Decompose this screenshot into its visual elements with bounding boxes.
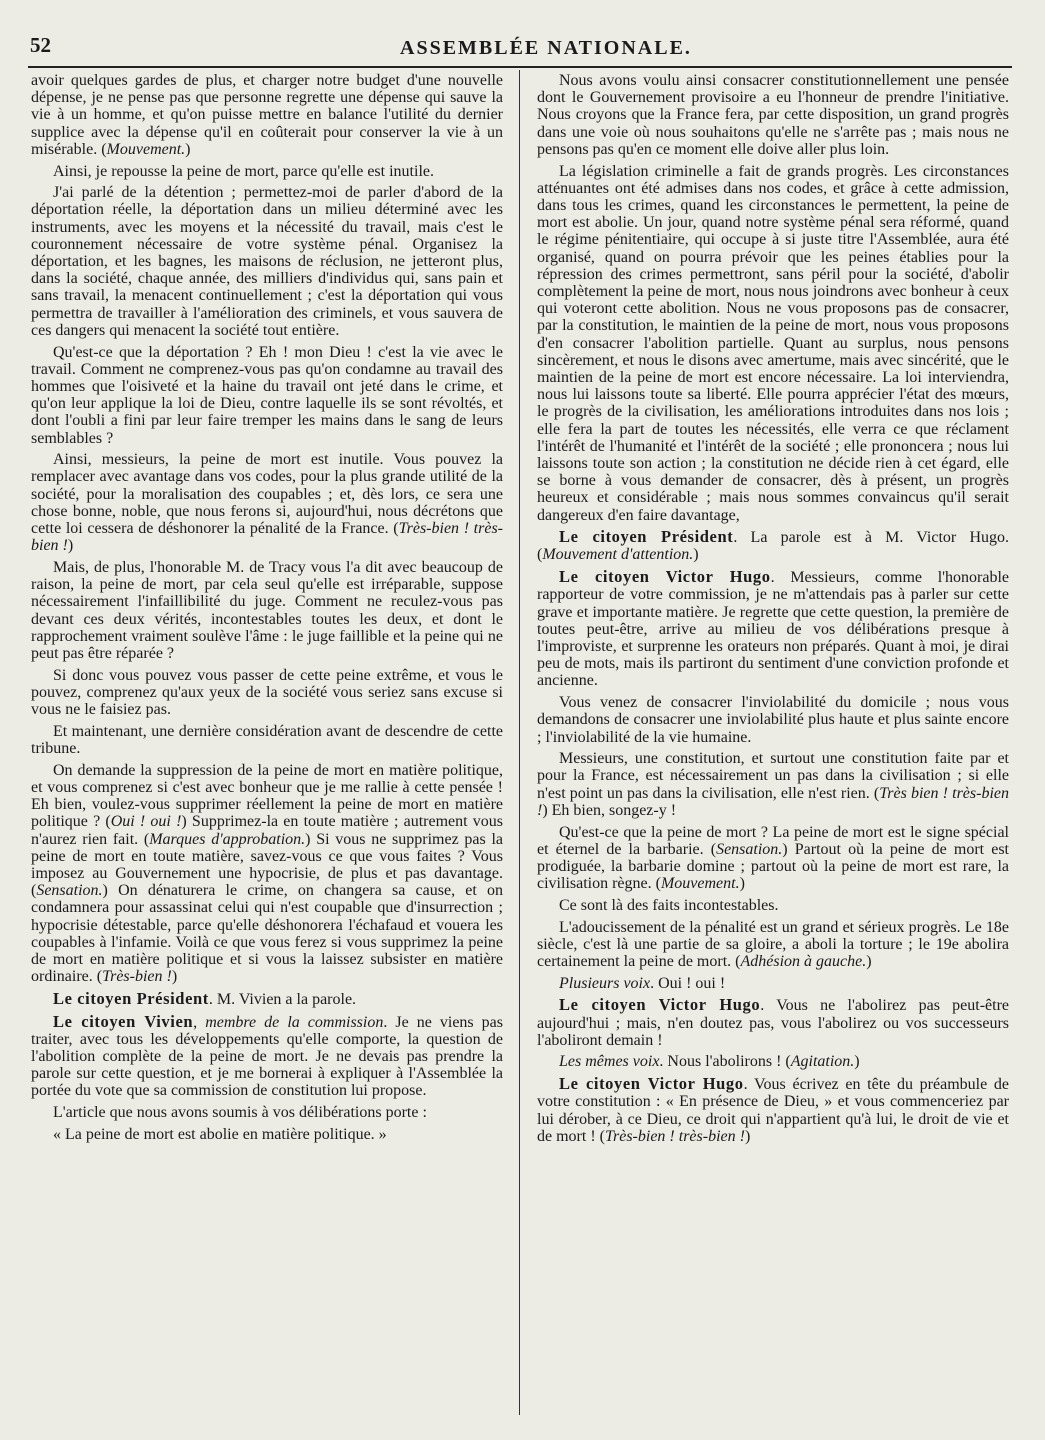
paragraph: Qu'est-ce que la déportation ? Eh ! mon Dieu ! c'est la vie avec le travail. Comment ne comprenez-vous pas qu'on condamne au travail des hommes que l'oisiveté et la haine du travail ont jeté dans le crime, et qu'on leur applique la loi de Dieu, contre laquelle ils se sont révoltés, et dont l'oubli a fini par leur faire tremper les mains dans le sang de leurs semblables ? <box>31 343 503 447</box>
page-number: 52 <box>30 33 51 57</box>
speaker-name: Le citoyen Président <box>53 988 209 1008</box>
paragraph: Ainsi, messieurs, la peine de mort est inutile. Vous pouvez la remplacer avec avantage dans vos codes, pour la plus grande utilité de la société, pour la moralisation des coupables ; et, dès lors, ce sera une chose bonne, noble, que nous ferons si, aujourd'hui, nous décrétons que cette loi cessera de déshonorer la pénalité de la France. (Très-bien ! très-bien !) <box>31 451 503 555</box>
paragraph: Et maintenant, une dernière considération avant de descendre de cette tribune. <box>31 722 503 758</box>
speaker-name: Le citoyen Victor Hugo <box>559 567 771 587</box>
left-column <box>31 72 503 1147</box>
paragraph: Mais, de plus, l'honorable M. de Tracy vous l'a dit avec beaucoup de raison, la peine de mort, par cela seul qu'elle est irréparable, suppose nécessairement l'infaillibilité du juge. Comment ne reculez-vous pas devant ces deux vérités, incontestables toutes les deux, et dont le rapprochement vraiment soulève l'âme : le juge faillible et la peine qui ne peut pas être réparée ? <box>31 558 503 662</box>
speaker-paragraph: Le citoyen Victor Hugo. Vous ne l'abolirez pas peut-être aujourd'hui ; mais, n'en doutez pas, vous l'abolirez ou vos successeurs l'aboliront demain ! <box>537 995 1010 1049</box>
paragraph: L'adoucissement de la pénalité est un grand et sérieux progrès. Le 18e siècle, c'est là une partie de sa gloire, a aboli la torture ; le 19e abolira certainement la peine de mort. (Adhésion à gauche.) <box>537 918 1009 970</box>
running-title: ASSEMBLÉE NATIONALE. <box>400 37 692 59</box>
header-rule <box>28 66 1012 68</box>
column-divider <box>519 70 520 1415</box>
speaker-name: Le citoyen Victor Hugo <box>559 1074 744 1094</box>
speaker-paragraph: Le citoyen Président. M. Vivien a la parole. <box>53 988 357 1008</box>
speaker-name: Le citoyen Président <box>559 527 734 547</box>
paragraph: Ainsi, je repousse la peine de mort, parce qu'elle est inutile. <box>53 162 434 180</box>
paragraph: La législation criminelle a fait de grands progrès. Les circonstances atténuantes ont été admises dans nos codes, et grâce à cette admission, dans tous les crimes, quand les circonstances le permettent, la peine de mort est abolie. Un jour, quand notre système pénal sera réformé, quand le régime pénitentiaire, qui occupe à si juste titre l'Assemblée, aura été organisé, quand on pourra prévoir que les peines établies pour la répression des crimes permettront, sans péril pour la société, d'abolir complètement la peine de mort, nous nous joindrons avec bonheur à ceux qui voteront cette abolition. Nous ne vous proposons pas de consacrer, par la constitution, le maintien de la peine de mort, nous vous proposons d'en consacrer l'abolition partielle. Quant au surplus, nous pensons sincèrement, et nous le disons avec amertume, mais avec sincérité, que le maintien de la peine de mort est encore nécessaire. La loi interviendra, nous lui laissons toute sa liberté. Elle pourra apprécier l'état des mœurs, le progrès de la civilisation, les améliorations introduites dans nos lois ; elle fera la part de toutes les nécessités, elle verra ce que réclament l'intérêt de l'humanité et l'intérêt de la société ; elle prononcera ; nous lui laissons toute son action ; la constitution ne décide rien à cet égard, elle se borne à vous demander de consacrer, dès à présent, un progrès heureux et considérable ; mais nous sommes convaincus qu'il serait dangereux d'en faire davantage, <box>537 162 1009 524</box>
speaker-paragraph: Le citoyen Victor Hugo. Messieurs, comme l'honorable rapporteur de votre commission, je ne m'attendais pas à parler sur cette grave et importante matière. Je regrette que cette question, la première de toutes peut-être, arrive au milieu de vos délibérations presque à l'improviste, et surprenne les orateurs non préparés. Quant à moi, je dirai peu de mots, mais ils partiront du sentiment d'une conviction profonde et ancienne. <box>537 567 1009 690</box>
interjection: Les mêmes voix. Nous l'abolirons ! (Agitation.) <box>559 1053 860 1071</box>
paragraph: Ce sont là des faits incontestables. <box>559 896 779 914</box>
speaker-paragraph: Le citoyen Victor Hugo. Vous écrivez en tête du préambule de votre constitution : « En présence de Dieu, » et vous commenceriez par lui dérober, à ce Dieu, ce droit qui n'appartient qu'à lui, le droit de vie et de mort ! (Très-bien ! très-bien !) <box>537 1074 1009 1145</box>
speaker-paragraph: Le citoyen Président. La parole est à M. Victor Hugo. (Mouvement d'attention.) <box>537 527 1009 564</box>
speaker-paragraph: Le citoyen Vivien, membre de la commission. Je ne viens pas traiter, avec tous les développements qu'elle comporte, la question de l'abolition complète de la peine de mort. Je ne devais pas prendre la parole sur cette question, et je me bornerai à expliquer à l'Assemblée la portée du vote que sa commission de constitution lui propose. <box>31 1011 503 1100</box>
paragraph: Qu'est-ce que la peine de mort ? La peine de mort est le signe spécial et éternel de la barbarie. (Sensation.) Partout où la peine de mort est prodiguée, la barbarie domine ; partout où la peine de mort est rare, la civilisation règne. (Mouvement.) <box>537 823 1009 893</box>
speaker-name: Le citoyen Vivien <box>53 1011 194 1031</box>
right-column <box>537 72 1009 1149</box>
speaker-name: Le citoyen Victor Hugo <box>559 995 761 1015</box>
quoted-article: « La peine de mort est abolie en matière politique. » <box>53 1125 387 1143</box>
paragraph: Nous avons voulu ainsi consacrer constitutionnellement une pensée dont le Gouvernement provisoire a eu l'honneur de prendre l'initiative. Nous croyons que la France fera, par cette disposition, un grand progrès dans une voie où nous souhaitons qu'elle ne s'arrête pas ; mais nous ne pensons pas qu'en ce moment elle doive aller plus loin. <box>537 72 1009 158</box>
paragraph: On demande la suppression de la peine de mort en matière politique, et vous comprenez si c'est avec bonheur que je me rallie à cette pensée ! Eh bien, voulez-vous supprimer réellement la peine de mort en matière politique ? (Oui ! oui !) Supprimez-la en toute matière ; autrement vous n'aurez rien fait. (Marques d'approbation.) Si vous ne supprimez pas la peine de mort en toute matière, savez-vous ce que vous faites ? Vous imposez au Gouvernement une hypocrisie, de plus et pas davantage. (Sensation.) On dénaturera le crime, on changera sa cause, et on condamnera pour assassinat celui qui n'est coupable que d'insurrection ; hypocrisie détestable, parce qu'elle déshonorera l'échafaud et vouera les coupables à l'infamie. Voilà ce que vous ferez si vous supprimez la peine de mort en matière politique et si vous la laissez subsister en matière ordinaire. (Très-bien !) <box>31 761 503 986</box>
paragraph: J'ai parlé de la détention ; permettez-moi de parler d'abord de la déportation réelle, la déportation dans un milieu déterminé avec les instruments, avec les moyens et la nécessité du travail, mais c'est le couronnement nécessaire de votre système pénal. Organisez la déportation, et les bagnes, les maisons de réclusion, ne jetteront plus, dans la société, chaque année, des milliers d'individus qui, sans pain et sans travail, la menacent continuellement ; c'est la déportation qui vous permettra de travailler à l'amélioration des criminels, et vous sauvera de ces dangers qui menacent la société tout entière. <box>31 184 503 339</box>
paragraph: avoir quelques gardes de plus, et charger notre budget d'une nouvelle dépense, je ne pense pas que personne regrette une dépense qui sauve la vie à un homme, et qu'on puisse mettre en balance l'utilité du dernier supplice avec la dépense qu'il en coûterait pour conserver la vie à un misérable. (Mouvement.) <box>31 72 503 158</box>
paragraph: Messieurs, une constitution, et surtout une constitution faite par et pour la France, est nécessairement un pas dans la civilisation ; si elle n'est point un pas dans la civilisation, elle n'est rien. (Très bien ! très-bien !) Eh bien, songez-y ! <box>537 750 1009 819</box>
paragraph: L'article que nous avons soumis à vos délibérations porte : <box>53 1104 427 1122</box>
paragraph: Si donc vous pouvez vous passer de cette peine extrême, et vous le pouvez, comprenez qu'aux yeux de la société vous seriez sans excuse si vous ne le faisiez pas. <box>31 666 503 719</box>
paragraph: Vous venez de consacrer l'inviolabilité du domicile ; nous vous demandons de consacrer une inviolabilité plus haute et plus sainte encore ; l'inviolabilité de la vie humaine. <box>537 694 1009 746</box>
interjection: Plusieurs voix. Oui ! oui ! <box>559 974 726 992</box>
